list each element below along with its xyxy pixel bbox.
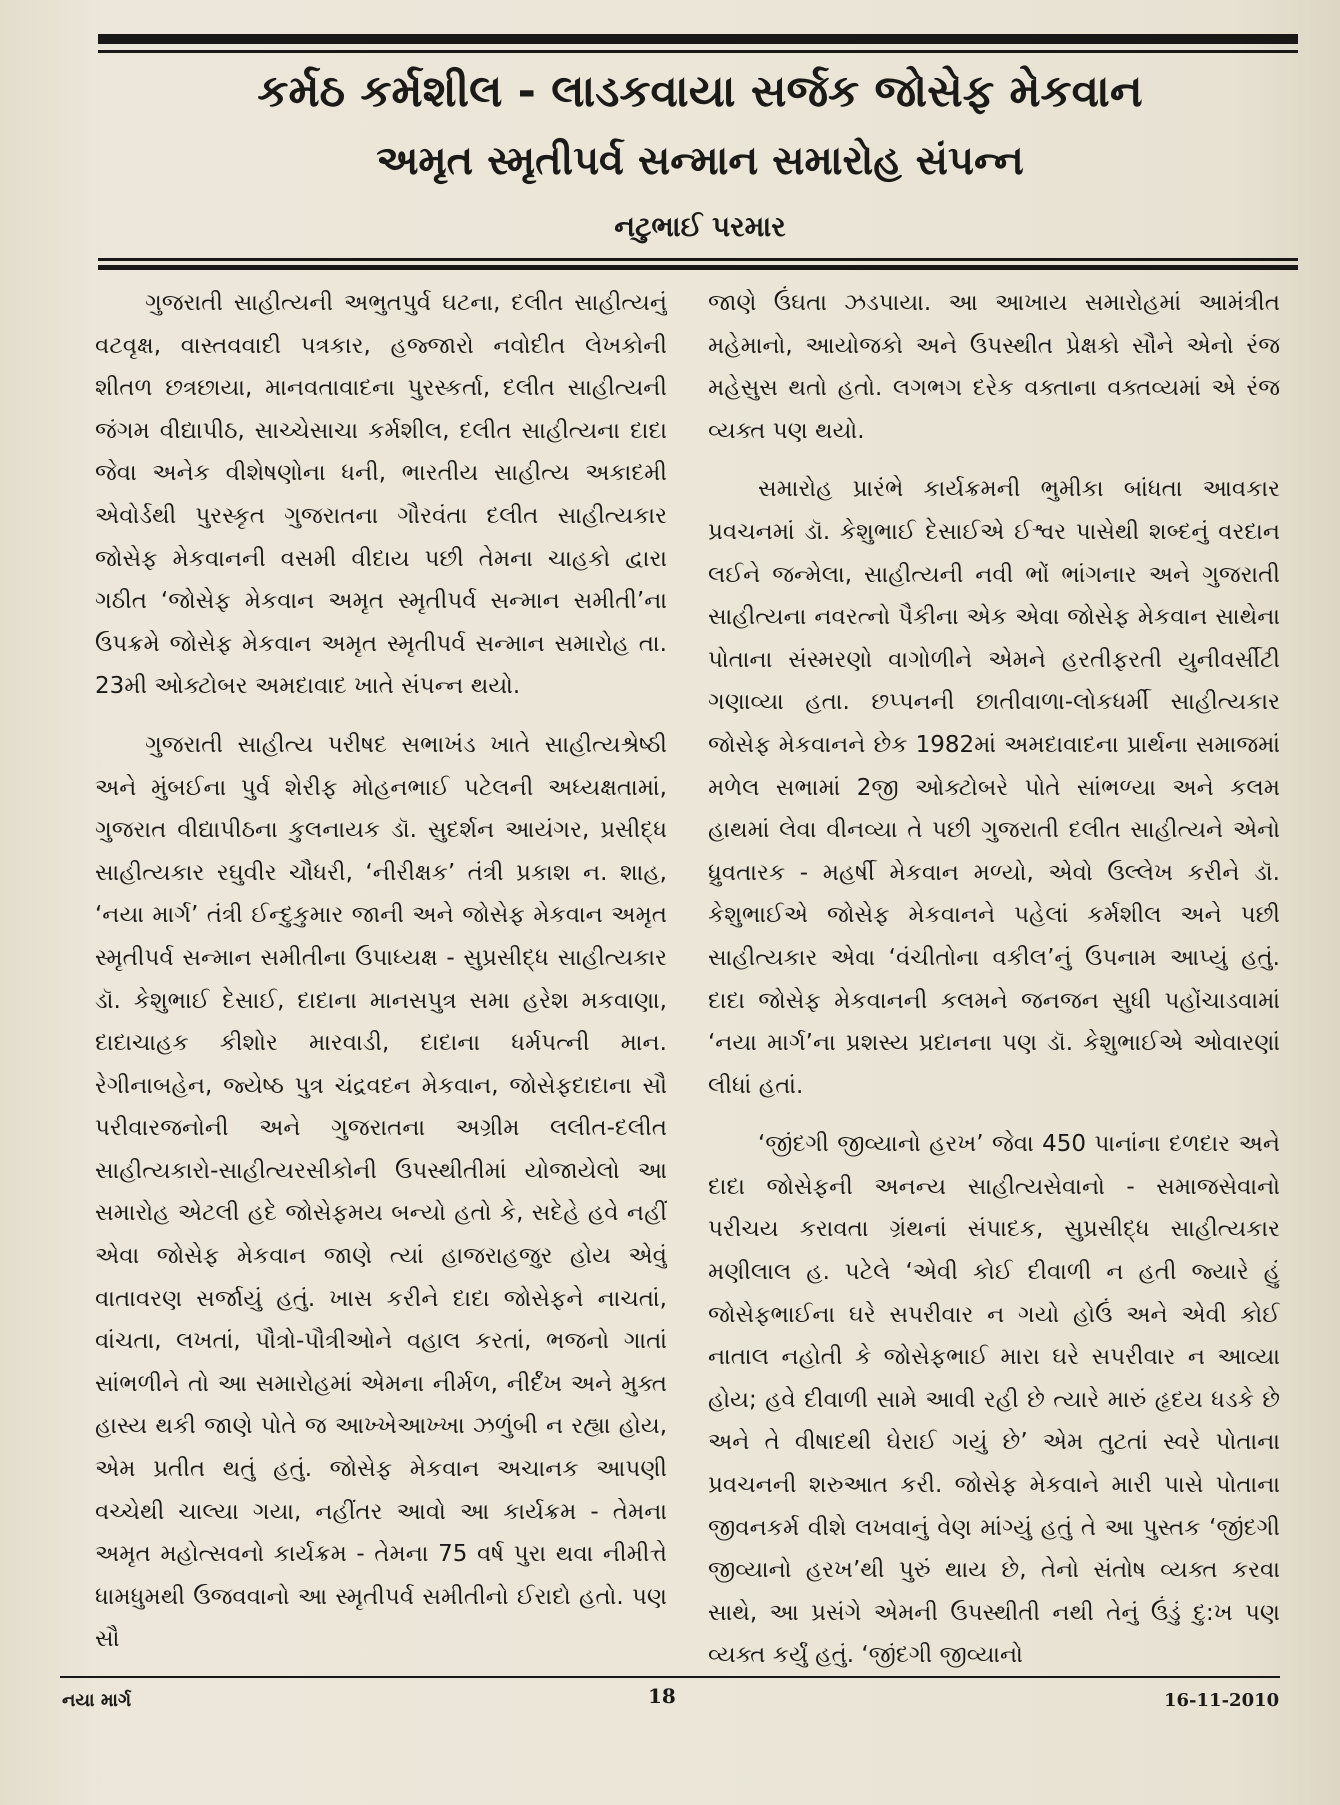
title-rule-thin xyxy=(98,258,1298,261)
issue-date: 16-11-2010 xyxy=(1164,1690,1280,1711)
article-subtitle: અમૃત સ્મૃતીપર્વ સન્માન સમારોહ સંપન્ન xyxy=(376,138,1024,184)
header-rule-thick xyxy=(98,34,1298,44)
article-title: કર્મઠ કર્મશીલ - લાડકવાયા સર્જક જોસેફ મેકવાન xyxy=(257,66,1143,117)
title-rule-thick xyxy=(98,265,1298,270)
paragraph-continued: જાણે ઉંઘતા ઝડપાયા. આ આખાય સમારોહમાં આમંત્રીત મહેમાનો, આયોજકો અને ઉપસ્થીત પ્રેક્ષકો સૌને એનો રંજ મહેસુસ થતો હતો. લગભગ દરેક વક્તાના વક્તવ્યમાં એ રંજ વ્યક્ત પણ થયો. xyxy=(708,290,1280,444)
paragraph-intro: ગુજરાતી સાહીત્યની અભુતપુર્વ ઘટના, દલીત સાહીત્યનું વટવૃક્ષ, વાસ્તવવાદી પત્રકાર, હજ્જારો નવોદીત લેખકોની શીતળ છત્રછાયા, માનવતાવાદના પુરસ્કર્તા, દલીત સાહીત્યની જંગમ વીદ્યાપીઠ, સાચ્ચેસાચા કર્મશીલ, દલીત સાહીત્યના દાદા જેવા અનેક વીશેષણોના ધની, ભારતીય સાહીત્ય અકાદમી એવોર્ડથી પુરસ્કૃત ગુજરાતના ગૌરવંતા દલીત સાહીત્યકાર જોસેફ મેકવાનની વસમી વીદાય પછી તેમના ચાહકો દ્વારા ગઠીત ‘જોસેફ મેકવાન અમૃત સ્મૃતીપર્વ સન્માન સમીતી’ના ઉપક્રમે જોસેફ મેકવાન અમૃત સ્મૃતીપર્વ સન્માન સમારોહ તા. 23મી ઓક્ટોબર અમદાવાદ ખાતે સંપન્ન થયો. xyxy=(95,290,667,700)
author-byline: નટુભાઈ પરમાર xyxy=(614,210,786,243)
paragraph-welcome-speech: સમારોહ પ્રારંભે કાર્યક્રમની ભુમીકા બાંધતા આવકાર પ્રવચનમાં ડૉ. કેશુભાઈ દેસાઈએ ઈશ્વર પાસેથી શબ્દનું વરદાન લઈને જન્મેલા, સાહીત્યની નવી ભોં ભાંગનાર અને ગુજરાતી સાહીત્યના નવરત્નો પૈકીના એક એવા જોસેફ મેકવાન સાથેના પોતાના સંસ્મરણો વાગોળીને એમને હરતીફરતી યુનીવર્સીટી ગણાવ્યા હતા. છપ્પનની છાતીવાળા-લોકધર્મી સાહીત્યકાર જોસેફ મેકવાનને છેક 1982માં અમદાવાદના પ્રાર્થના સમાજમાં મળેલ સભામાં 2જી ઓક્ટોબરે પોતે સાંભળ્યા અને કલમ હાથમાં લેવા વીનવ્યા તે પછી ગુજરાતી દલીત સાહીત્યને એનો ધ્રુવતારક - મહર્ષી મેકવાન મળ્યો, એવો ઉલ્લેખ કરીને ડૉ. કેશુભાઈએ જોસેફ મેકવાનને પહેલાં કર્મશીલ અને પછી સાહીત્યકાર એવા ‘વંચીતોના વકીલ’નું ઉપનામ આપ્યું હતું. દાદા જોસેફ મેકવાનની કલમને જનજન સુધી પહોંચાડવામાં ‘નયા માર્ગ’ના પ્રશસ્ય પ્રદાનના પણ ડૉ. કેશુભાઈએ ઓવારણાં લીધાં હતાં. xyxy=(708,476,1280,1099)
article-column-right xyxy=(708,282,1280,1693)
article-column-left xyxy=(95,282,667,1677)
header-rule-thin xyxy=(98,50,1298,53)
paragraph-book-editor: ‘જીંદગી જીવ્યાનો હરખ’ જેવા 450 પાનાંના દળદાર અને દાદા જોસેફની અનન્ય સાહીત્યસેવાનો - સમાજસેવાનો પરીચય કરાવતા ગ્રંથનાં સંપાદક, સુપ્રસીદ્ધ સાહીત્યકાર મણીલાલ હ. પટેલે ‘એવી કોઈ દીવાળી ન હતી જ્યારે હું જોસેફભાઈના ઘરે સપરીવાર ન ગયો હોઉં અને એવી કોઈ નાતાલ નહોતી કે જોસેફભાઈ મારા ઘરે સપરીવાર ન આવ્યા હોય; હવે દીવાળી સામે આવી રહી છે ત્યારે મારું હૃદય ધડકે છે અને તે વીષાદથી ઘેરાઈ ગયું છે’ એમ તુટતાં સ્વરે પોતાના પ્રવચનની શરુઆત કરી. જોસેફ મેકવાને મારી પાસે પોતાના જીવનકર્મ વીશે લખવાનું વેણ માંગ્યું હતું તે આ પુસ્તક ‘જીંદગી જીવ્યાનો હરખ’થી પુરું થાય છે, તેનો સંતોષ વ્યક્ત કરવા સાથે, આ પ્રસંગે એમની ઉપસ્થીતી નથી તેનું ઉંડું દુ:ખ પણ વ્યક્ત કર્યું હતું. ‘જીંદગી જીવ્યાનો xyxy=(708,1131,1280,1669)
publication-name: નયા માર્ગ xyxy=(62,1690,132,1711)
footer-rule xyxy=(60,1676,1280,1678)
page-number: 18 xyxy=(648,1684,676,1708)
paragraph-attendees: ગુજરાતી સાહીત્ય પરીષદ સભાખંડ ખાતે સાહીત્યશ્રેષ્ઠી અને મુંબઈના પુર્વ શેરીફ મોહનભાઈ પટેલની અધ્યક્ષતામાં, ગુજરાત વીદ્યાપીઠના કુલનાયક ડૉ. સુદર્શન આયંગર, પ્રસીદ્ધ સાહીત્યકાર રઘુવીર ચૌધરી, ‘નીરીક્ષક’ તંત્રી પ્રકાશ ન. શાહ, ‘નયા માર્ગ’ તંત્રી ઈન્દુકુમાર જાની અને જોસેફ મેકવાન અમૃત સ્મૃતીપર્વ સન્માન સમીતીના ઉપાધ્યક્ષ - સુપ્રસીદ્ધ સાહીત્યકાર ડૉ. કેશુભાઈ દેસાઈ, દાદાના માનસપુત્ર સમા હરેશ મકવાણા, દાદાચાહક કીશોર મારવાડી, દાદાના ધર્મપત્ની માન. રેગીનાબહેન, જ્યેષ્ઠ પુત્ર ચંદ્રવદન મેકવાન, જોસેફદાદાના સૌ પરીવારજનોની અને ગુજરાતના અગ્રીમ લલીત-દલીત સાહીત્યકારો-સાહીત્યરસીકોની ઉપસ્થીતીમાં યોજાયેલો આ સમારોહ એટલી હદે જોસેફમય બન્યો હતો કે, સદેહે હવે નહીં એવા જોસેફ મેકવાન જાણે ત્યાં હાજરાહજુર હોય એવું વાતાવરણ સર્જાયું હતું. ખાસ કરીને દાદા જોસેફને નાચતાં, વાંચતા, લખતાં, પૌત્રો-પૌત્રીઓને વહાલ કરતાં, ભજનો ગાતાં સાંભળીને તો આ સમારોહમાં એમના નીર્મળ, નીર્દંખ અને મુક્ત હાસ્ય થકી જાણે પોતે જ આખ્ખેઆખ્ખા ઝળુંબી ન રહ્યા હોય, એમ પ્રતીત થતું હતું. જોસેફ મેકવાન અચાનક આપણી વચ્ચેથી ચાલ્યા ગયા, નહીંતર આવો આ કાર્યક્રમ - તેમના અમૃત મહોત્સવનો કાર્યક્રમ - તેમના 75 વર્ષ પુરા થવા નીમીત્તે ધામધુમથી ઉજવવાનો આ સ્મૃતીપર્વ સમીતીનો ઈરાદો હતો. પણ સૌ xyxy=(95,731,667,1653)
